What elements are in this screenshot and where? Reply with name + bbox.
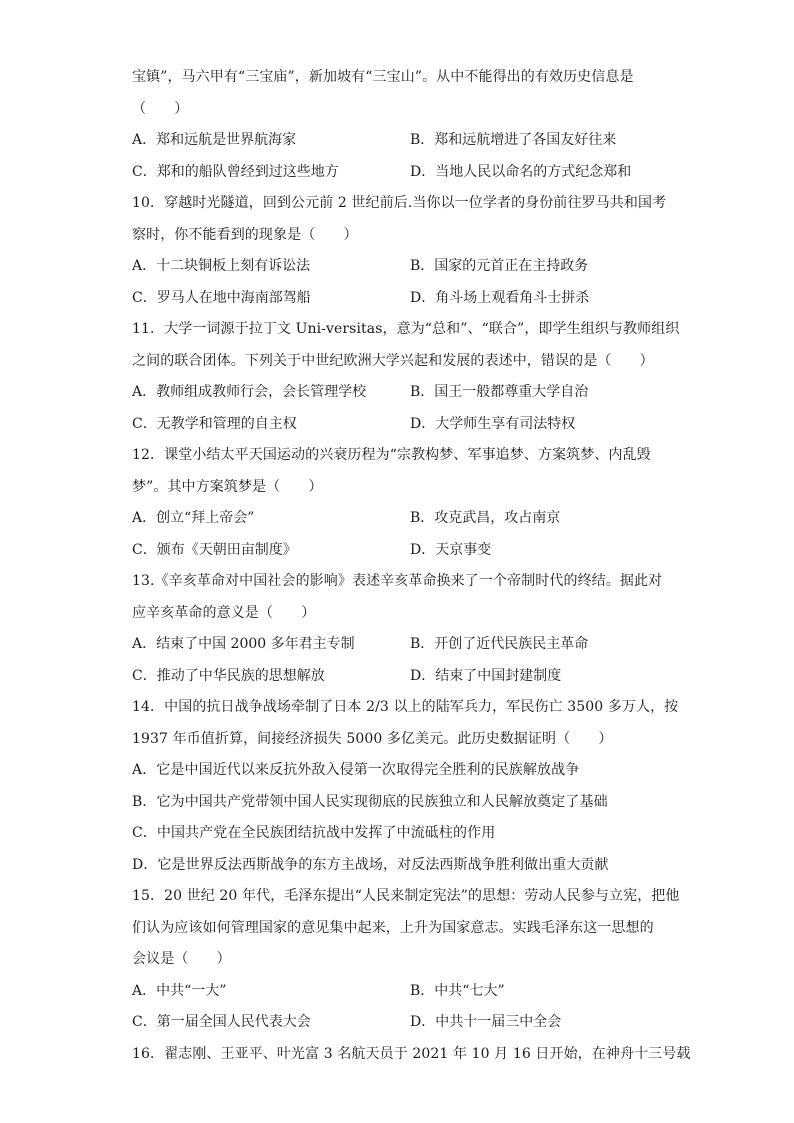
- option-a[interactable]: A．教师组成教师行会，会长管理学校: [132, 384, 367, 400]
- option-d[interactable]: D．中共十一届三中全会: [410, 1014, 562, 1030]
- option-c[interactable]: C．中国共产党在全民族团结抗战中发挥了中流砥柱的作用: [132, 825, 496, 841]
- option-a[interactable]: A．中共“一大”: [132, 982, 227, 999]
- question-stem-line: 们认为应该如何管理国家的意见集中起来，上升为国家意志。实践毛泽东这一思想的: [132, 919, 654, 936]
- question-stem-line: 13.《辛亥革命对中国社会的影响》表述辛亥革命换来了一个帝制时代的终结。据此对: [132, 573, 663, 589]
- question-stem-line: 12．课堂小结太平天国运动的兴衰历程为“宗教构梦、军事追梦、方案筑梦、内乱毁: [132, 447, 651, 463]
- option-d[interactable]: D．天京事变: [410, 541, 492, 558]
- option-c[interactable]: C．郑和的船队曾经到过这些地方: [132, 163, 339, 180]
- option-c[interactable]: C．推动了中华民族的思想解放: [132, 667, 325, 684]
- option-row: [132, 503, 662, 535]
- option-d[interactable]: D．它是世界反法西斯战争的东方主战场，对反法西斯战争胜利做出重大贡献: [132, 856, 609, 873]
- question-15: [132, 881, 680, 1039]
- question-stem-line: 16．翟志刚、王亚平、叶光富 3 名航天员于 2021 年 10 月 16 日开始，在神舟十三号载: [132, 1045, 691, 1062]
- option-row: [132, 629, 662, 661]
- option-a[interactable]: A．创立“拜上帝会”: [132, 510, 255, 526]
- option-b[interactable]: B．国家的元首正在主持政务: [410, 258, 589, 274]
- option-b[interactable]: B．郑和远航增进了各国友好往来: [410, 132, 617, 148]
- option-a[interactable]: A．十二块铜板上刻有诉讼法: [132, 258, 311, 274]
- exam-content: [132, 62, 691, 1070]
- question-14: [132, 692, 679, 881]
- option-c[interactable]: C．罗马人在地中海南部驾船: [132, 289, 311, 306]
- option-d[interactable]: D．大学师生享有司法特权: [410, 415, 576, 432]
- option-a[interactable]: A．它是中国近代以来反抗外敌入侵第一次取得完全胜利的民族解放战争: [132, 762, 580, 778]
- option-b[interactable]: B．中共“七大”: [410, 982, 505, 999]
- question-16: [132, 1039, 691, 1071]
- question-stem-line: 宝镇”，马六甲有“三宝庙”，新加坡有“三宝山”。从中不能得出的有效历史信息是: [132, 69, 634, 85]
- option-row: [132, 125, 662, 157]
- option-d[interactable]: D．当地人民以命名的方式纪念郑和: [410, 163, 632, 180]
- question-stem-line: 15．20 世纪 20 年代，毛泽东提出“人民来制定宪法”的思想：劳动人民参与立宪，把他: [132, 888, 680, 904]
- option-b[interactable]: B．攻克武昌，攻占南京: [410, 510, 561, 526]
- question-stem-line: 14．中国的抗日战争战场牵制了日本 2/3 以上的陆军兵力，军民伤亡 3500 多万人，按: [132, 699, 679, 715]
- question-stem-line: 梦”。其中方案筑梦是（ ）: [132, 478, 323, 495]
- option-row: [132, 661, 662, 693]
- question-stem-line: （ ）: [132, 100, 189, 117]
- option-b[interactable]: B．开创了近代民族民主革命: [410, 636, 589, 652]
- question-stem-line: 1937 年币值折算，间接经济损失 5000 多亿美元。此历史数据证明（ ）: [132, 730, 613, 747]
- option-a[interactable]: A．结束了中国 2000 多年君主专制: [132, 636, 355, 652]
- question-stem-line: 11．大学一词源于拉丁文 Uni-versitas，意为“总和”、“联合”，即学生组织与教师组织: [132, 321, 680, 337]
- question-stem-line: 之间的联合团体。下列关于中世纪欧洲大学兴起和发展的表述中，错误的是（ ）: [132, 352, 654, 369]
- option-row: [132, 976, 662, 1008]
- option-b[interactable]: B．国王一般都尊重大学自治: [410, 384, 589, 400]
- question-stem-line: 察时，你不能看到的现象是（ ）: [132, 226, 358, 243]
- option-row: [132, 157, 662, 189]
- question-stem-line: 会议是（ ）: [132, 951, 231, 967]
- question-12: [132, 440, 662, 566]
- question-11: [132, 314, 680, 440]
- option-row: [132, 535, 662, 567]
- option-a[interactable]: A．郑和远航是世界航海家: [132, 132, 297, 148]
- question-13: [132, 566, 662, 692]
- question-stem-line: 10．穿越时光隧道，回到公元前 2 世纪前后.当你以一位学者的身份前往罗马共和国考: [132, 195, 667, 211]
- question-stem-line: 应辛亥革命的意义是（ ）: [132, 604, 316, 621]
- option-c[interactable]: C．第一届全国人民代表大会: [132, 1014, 311, 1030]
- option-row: [132, 377, 662, 409]
- option-row: [132, 1007, 662, 1039]
- option-b[interactable]: B．它为中国共产党带领中国人民实现彻底的民族独立和人民解放奠定了基础: [132, 793, 608, 810]
- option-row: [132, 251, 662, 283]
- option-c[interactable]: C．颁布《天朝田亩制度》: [132, 541, 297, 558]
- option-d[interactable]: D．角斗场上观看角斗士拼杀: [410, 289, 590, 306]
- question-9: [132, 62, 662, 188]
- option-d[interactable]: D．结束了中国封建制度: [410, 667, 562, 684]
- option-row: [132, 409, 662, 441]
- option-c[interactable]: C．无教学和管理的自主权: [132, 415, 297, 432]
- question-10: [132, 188, 667, 314]
- option-row: [132, 283, 662, 315]
